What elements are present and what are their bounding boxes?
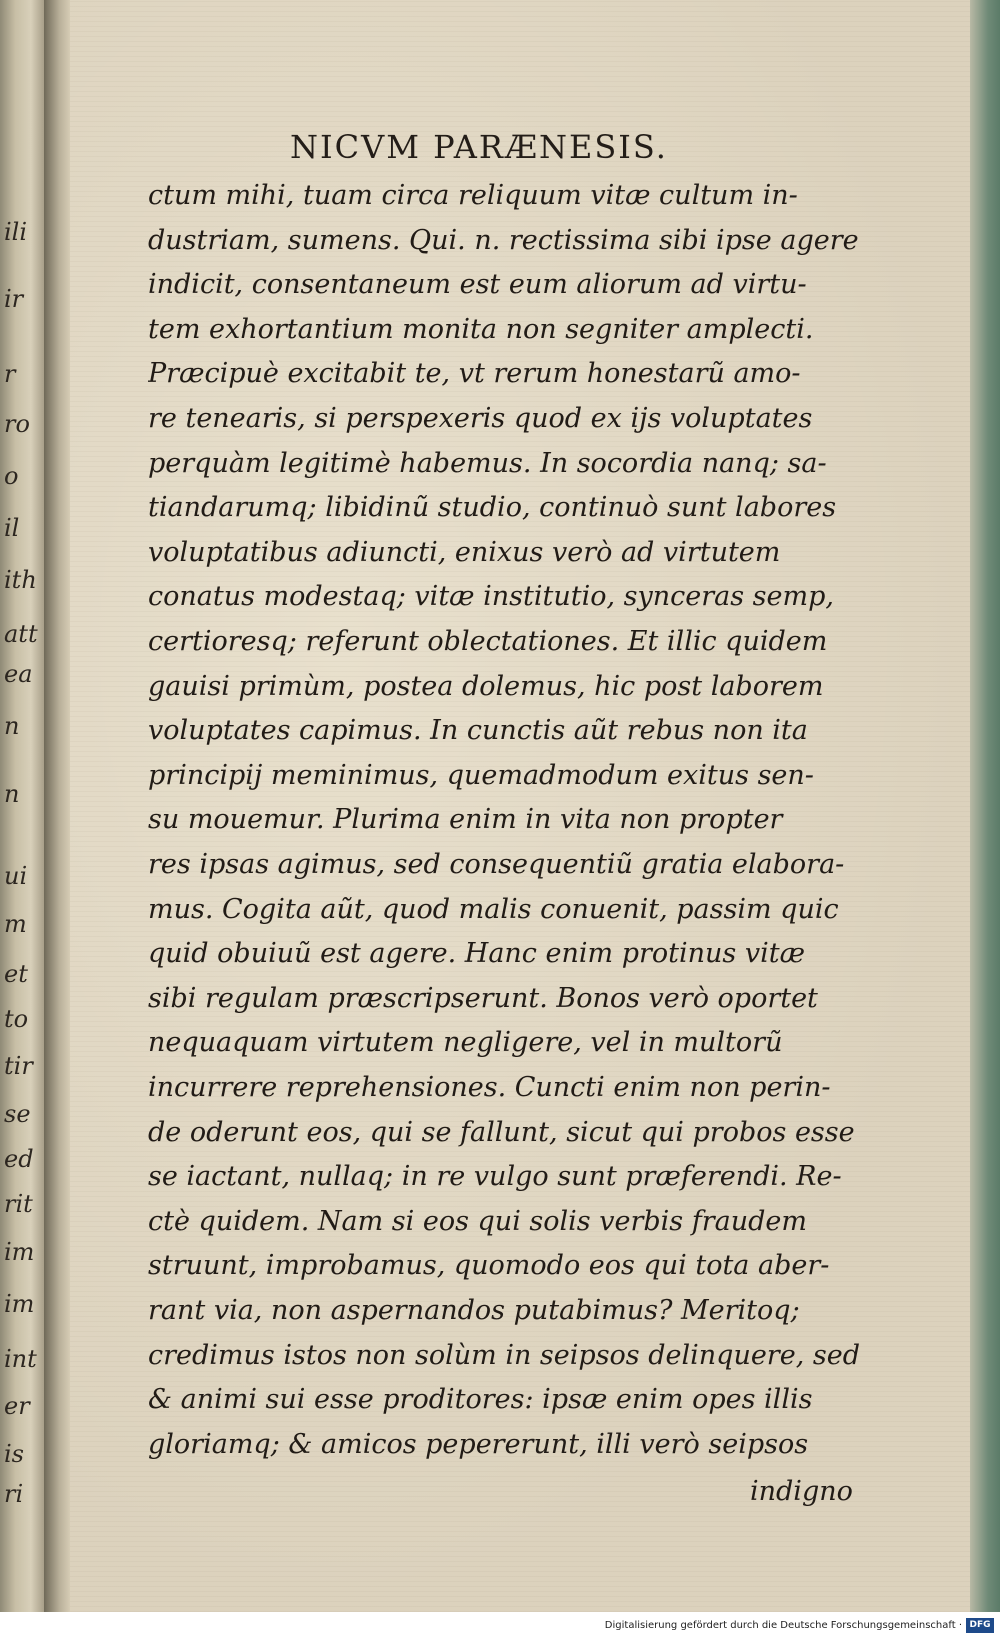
text-line: tiandarumq; libidinũ studio, continuò sunt labores — [148, 492, 837, 524]
adjacent-page-text-fragment: r — [4, 360, 16, 388]
text-line: voluptates capimus. In cunctis aũt rebus non ita — [148, 715, 808, 747]
scan-background-edge — [970, 0, 1000, 1612]
adjacent-page-text-fragment: n — [4, 780, 20, 808]
adjacent-page-text-fragment: is — [4, 1440, 24, 1468]
text-line: voluptatibus adiuncti, enixus verò ad virtutem — [148, 536, 781, 568]
adjacent-page-text-fragment: ith — [4, 566, 37, 594]
text-line: rant via, non aspernandos putabimus? Meritoq; — [148, 1295, 800, 1326]
text-line: gauisi primùm, postea dolemus, hic post laborem — [148, 670, 824, 702]
text-line: tem exhortantium monita non segniter amplecti. — [148, 313, 814, 345]
funding-credit: Digitalisierung gefördert durch die Deutsche Forschungsgemeinschaft · — [604, 1620, 962, 1631]
text-line: de oderunt eos, qui se fallunt, sicut qui probos esse — [148, 1116, 855, 1148]
text-line: conatus modestaq; vitæ institutio, synceras semp, — [148, 581, 834, 613]
adjacent-page-text-fragment: ri — [4, 1480, 24, 1508]
adjacent-page-edge — [0, 0, 44, 1612]
text-line: sibi regulam præscripserunt. Bonos verò oportet — [148, 982, 818, 1014]
running-header: NICVM PARÆNESIS. — [290, 128, 668, 166]
adjacent-page-text-fragment: im — [4, 1290, 35, 1318]
text-line: ctè quidem. Nam si eos qui solis verbis fraudem — [148, 1205, 807, 1237]
footer-bar — [0, 1612, 1000, 1641]
text-line: su mouemur. Plurima enim in vita non propter — [148, 804, 783, 836]
text-line: gloriamq; & amicos pepererunt, illi verò seipsos — [148, 1428, 809, 1460]
text-line: res ipsas agimus, sed consequentiũ gratia elabora- — [148, 849, 845, 880]
text-line: principij meminimus, quemadmodum exitus sen- — [148, 759, 814, 791]
adjacent-page-text-fragment: tir — [4, 1052, 33, 1080]
text-line: struunt, improbamus, quomodo eos qui tota aber- — [148, 1250, 830, 1282]
adjacent-page-text-fragment: rit — [4, 1190, 33, 1218]
adjacent-page-text-fragment: il — [4, 514, 20, 542]
book-gutter — [44, 0, 70, 1612]
text-line: ctum mihi, tuam circa reliquum vitæ cultum in- — [148, 180, 798, 211]
text-line: indicit, consentaneum est eum aliorum ad virtu- — [148, 269, 807, 301]
dfg-logo: DFG — [966, 1618, 994, 1633]
text-line: nequaquam virtutem negligere, vel in multorũ — [148, 1027, 783, 1059]
adjacent-page-text-fragment: to — [4, 1005, 29, 1033]
adjacent-page-text-fragment: ed — [4, 1145, 34, 1173]
text-line: certioresq; referunt oblectationes. Et illic quidem — [148, 626, 828, 657]
adjacent-page-text-fragment: se — [4, 1100, 31, 1128]
text-line: mus. Cogita aũt, quod malis conuenit, passim quic — [148, 893, 839, 925]
adjacent-page-text-fragment: im — [4, 1238, 35, 1266]
adjacent-page-text-fragment: ea — [4, 660, 33, 688]
text-line: Præcipuè excitabit te, vt rerum honestarũ amo- — [148, 358, 801, 390]
adjacent-page-text-fragment: ili — [4, 218, 28, 246]
adjacent-page-text-fragment: att — [4, 620, 38, 648]
text-line: quid obuiuũ est agere. Hanc enim protinus vitæ — [148, 938, 805, 970]
adjacent-page-text-fragment: et — [4, 960, 28, 988]
text-line: se iactant, nullaq; in re vulgo sunt præferendi. Re- — [148, 1161, 842, 1193]
text-line: & animi sui esse proditores: ipsæ enim opes illis — [148, 1384, 813, 1416]
adjacent-page-text-fragment: er — [4, 1392, 30, 1420]
adjacent-page-text-fragment: m — [4, 910, 27, 938]
adjacent-page-text-fragment: n — [4, 712, 20, 740]
adjacent-page-text-fragment: ir — [4, 285, 24, 313]
text-line: perquàm legitimè habemus. In socordia nanq; sa- — [148, 447, 827, 479]
book-page — [70, 0, 970, 1612]
text-line: re tenearis, si perspexeris quod ex ijs voluptates — [148, 403, 813, 434]
text-line: credimus istos non solùm in seipsos delinquere, sed — [148, 1339, 860, 1371]
text-line: incurrere reprehensiones. Cuncti enim non perin- — [148, 1072, 831, 1103]
adjacent-page-text-fragment: ui — [4, 862, 28, 890]
adjacent-page-text-fragment: int — [4, 1345, 37, 1373]
catchword: indigno — [750, 1476, 853, 1507]
adjacent-page-text-fragment: ro — [4, 410, 30, 438]
text-line: dustriam, sumens. Qui. n. rectissima sibi ipse agere — [148, 224, 859, 256]
adjacent-page-text-fragment: o — [4, 462, 19, 490]
